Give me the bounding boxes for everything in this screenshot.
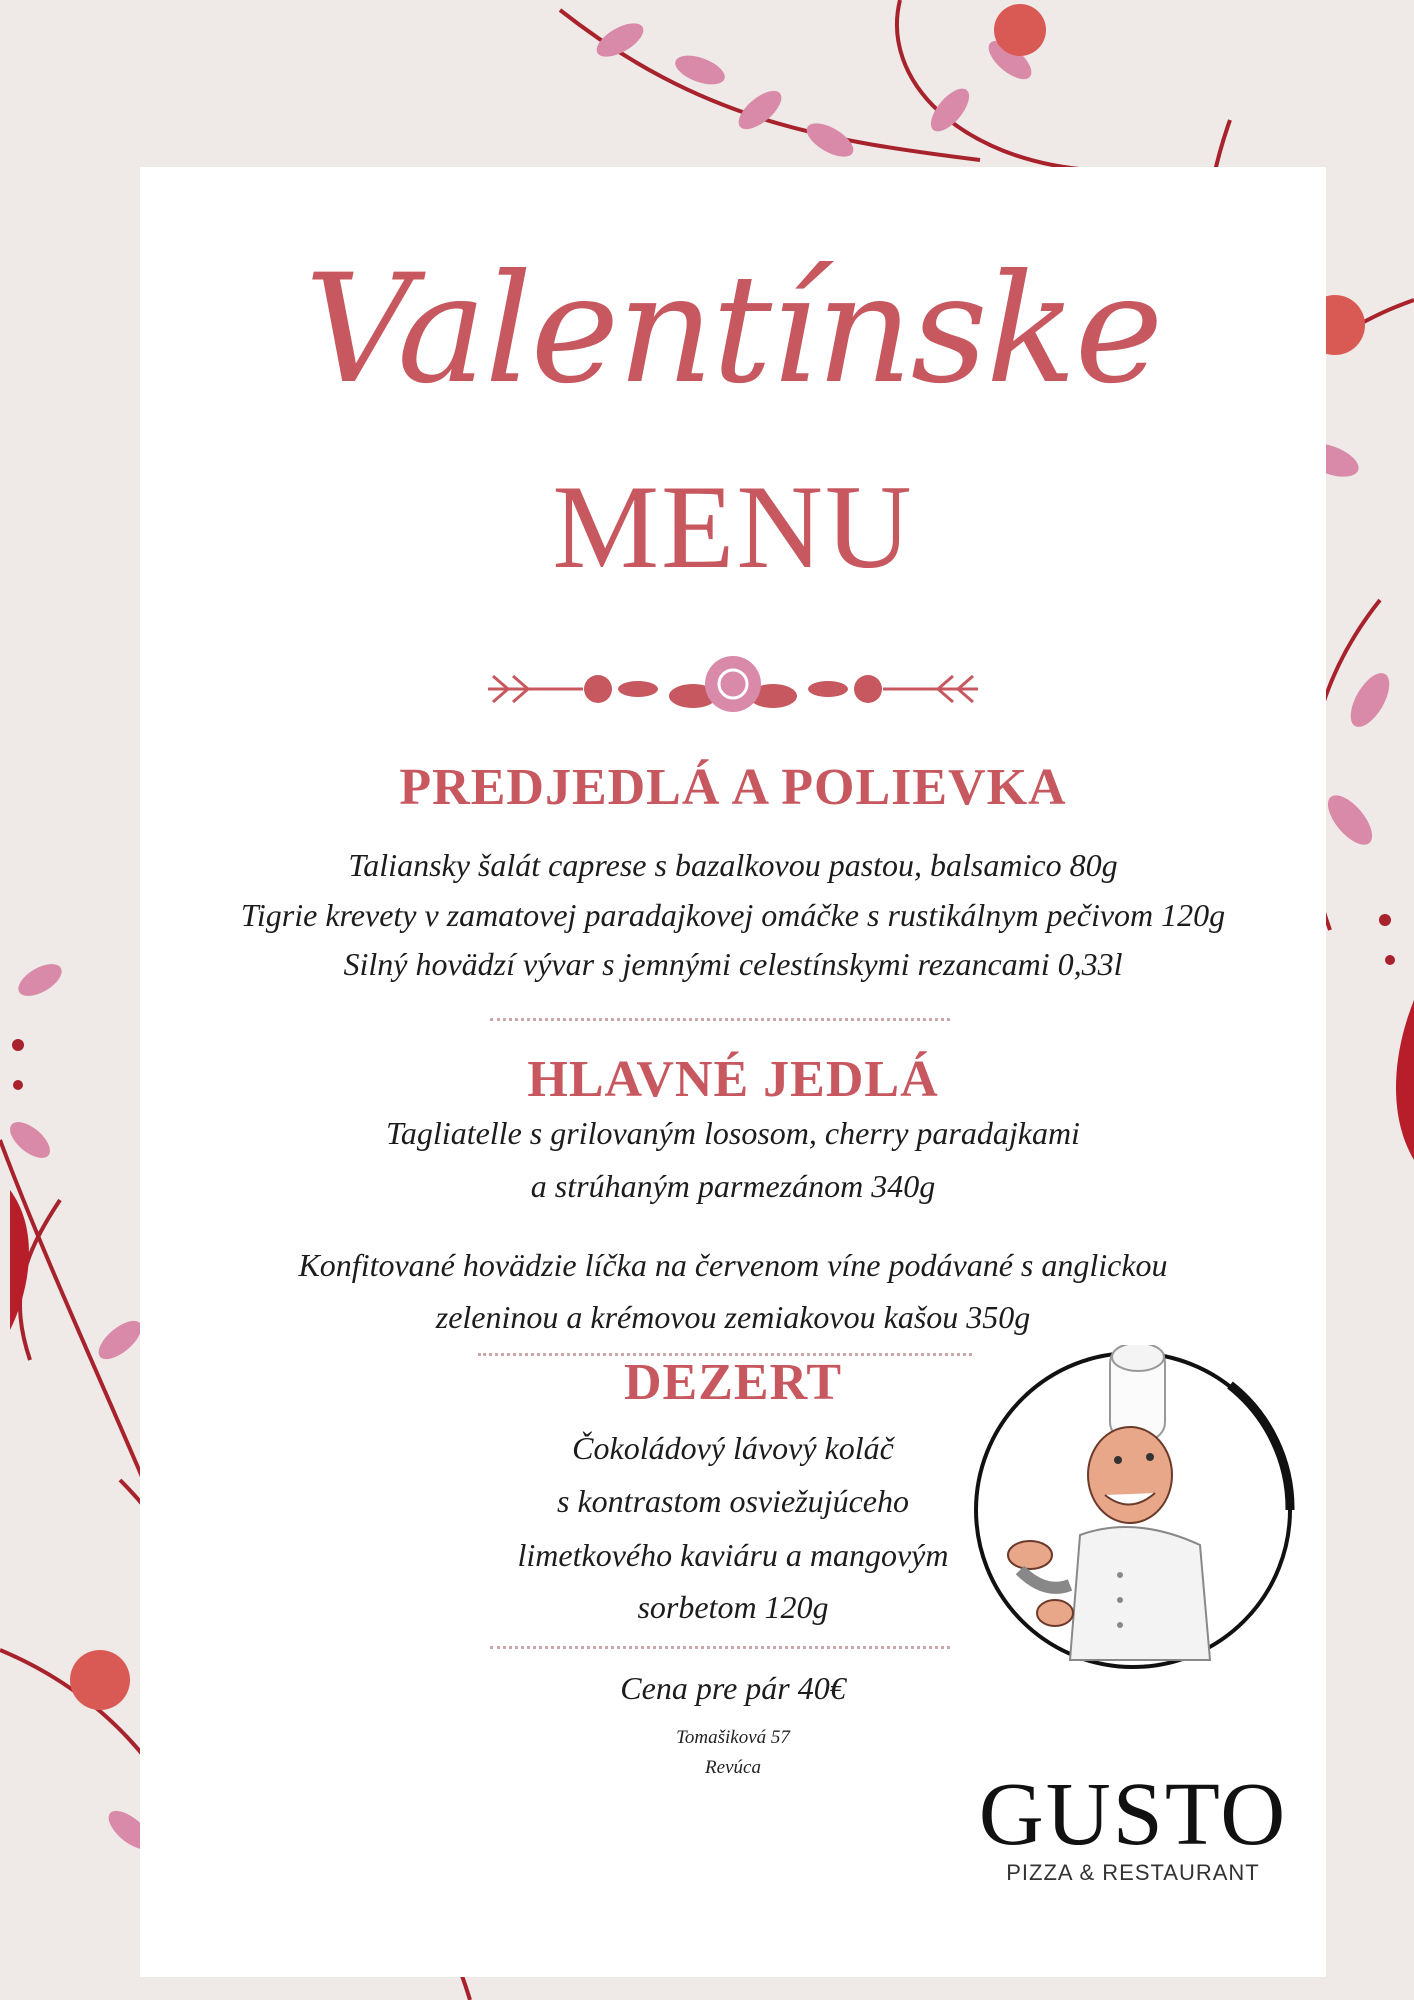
logo-wordmark: GUSTO xyxy=(978,1765,1288,1864)
address-city: Revúca xyxy=(705,1757,761,1778)
menu-item: Konfitované hovädzie líčka na červenom víne podávané s anglickou xyxy=(298,1247,1168,1283)
menu-item: Silný hovädzí vývar s jemnými celestínskymi rezancami 0,33l xyxy=(343,946,1123,982)
address-street: Tomašiková 57 xyxy=(676,1727,790,1748)
menu-item: limetkového kaviáru a mangovým xyxy=(517,1537,949,1573)
menu-item: s kontrastom osviežujúceho xyxy=(557,1483,909,1519)
section-title-main-courses: HLAVNÉ JEDLÁ xyxy=(527,1051,939,1108)
menu-item: a strúhaným parmezánom 340g xyxy=(530,1168,936,1204)
menu-script-title: Valentínske xyxy=(304,243,1162,417)
section-title-starters: PREDJEDLÁ A POLIEVKA xyxy=(399,759,1067,816)
dotted-divider xyxy=(490,1646,950,1649)
menu-item: zeleninou a krémovou zemiakovou kašou 350g xyxy=(435,1299,1031,1335)
menu-item: sorbetom 120g xyxy=(637,1589,829,1625)
floral-divider-icon xyxy=(488,654,978,724)
logo-tagline: PIZZA & RESTAURANT xyxy=(1006,1860,1260,1885)
section-title-dessert: DEZERT xyxy=(623,1354,842,1411)
menu-item: Tagliatelle s grilovaným lososom, cherry paradajkami xyxy=(386,1115,1080,1151)
dotted-divider xyxy=(490,1018,950,1021)
price-text: Cena pre pár 40€ xyxy=(620,1670,846,1706)
menu-item: Taliansky šalát caprese s bazalkovou pastou, balsamico 80g xyxy=(348,847,1118,883)
menu-item: Čokoládový lávový koláč xyxy=(572,1430,894,1466)
menu-title: MENU xyxy=(552,460,914,593)
menu-item: Tigrie krevety v zamatovej paradajkovej omáčke s rustikálnym pečivom 120g xyxy=(240,897,1226,933)
